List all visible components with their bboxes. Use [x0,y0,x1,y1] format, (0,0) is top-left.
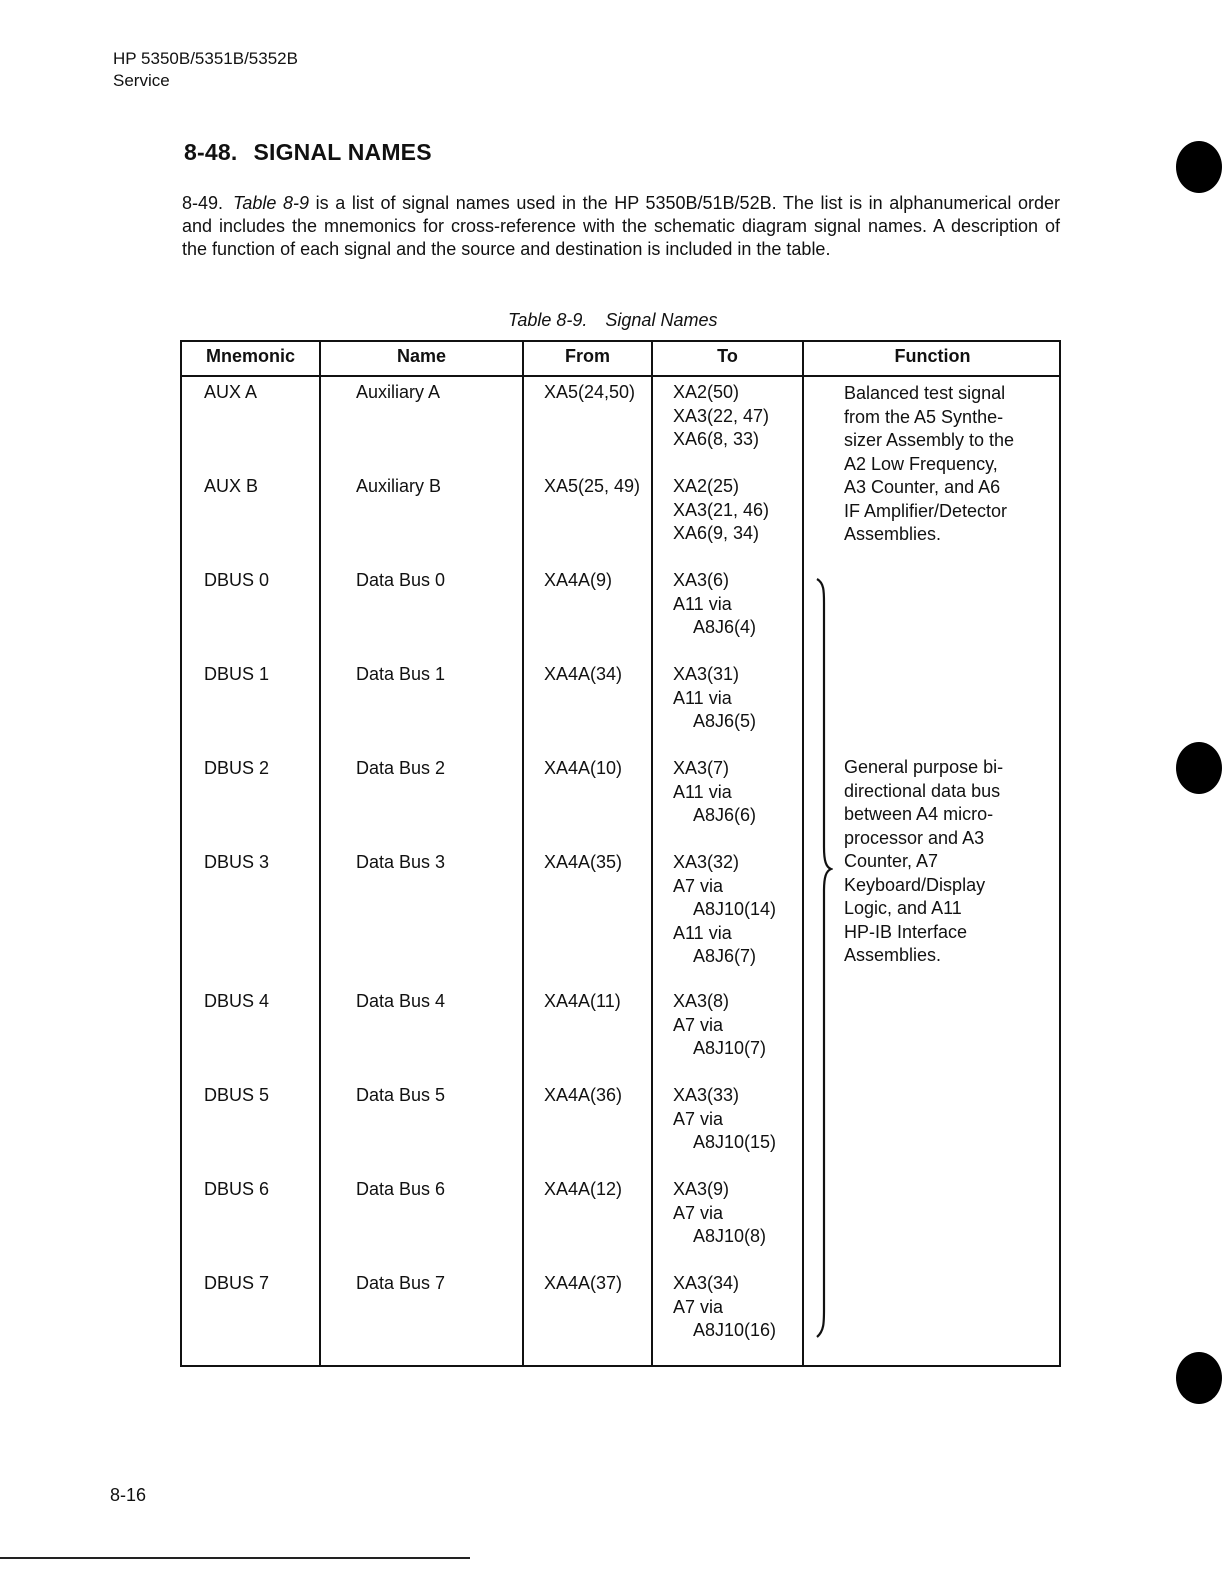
function-line: Assemblies. [844,524,942,544]
to-line: XA3(34) [673,1273,740,1293]
to-line: A11 via [673,922,732,943]
function-line: Keyboard/Display [844,874,986,895]
header-function: Function [894,346,971,366]
to-cell [673,1084,776,1155]
section-title: SIGNAL NAMES [253,139,432,165]
function-line: processor and A3 [844,827,985,848]
right-brace [815,577,833,1339]
header-from: From [565,346,610,366]
intro-paragraph [182,192,1060,261]
to-line: A7 via [673,1014,724,1035]
from-cell: XA4A(12) [544,1179,623,1199]
to-line: A8J6(5) [693,711,757,731]
name-cell: Data Bus 5 [356,1085,446,1105]
function-line: Balanced test signal [844,383,1006,403]
to-line: A7 via [673,1202,724,1223]
to-line: A8J6(6) [693,805,757,825]
name-cell: Data Bus 3 [356,852,446,872]
function-line: HP-IB Interface [844,921,968,942]
from-cell: XA4A(34) [544,664,623,684]
column-divider [522,342,524,1365]
function-cell [844,756,1003,968]
model-number: HP 5350B/5351B/5352B [113,49,298,68]
to-cell [673,475,769,546]
signal-names-table [180,340,1061,1367]
function-line: directional data bus [844,780,1001,801]
mnemonic-cell: AUX B [204,476,259,496]
footer-rule [0,1557,470,1559]
name-cell: Data Bus 1 [356,664,446,684]
function-cell [844,382,1014,547]
to-line: XA3(31) [673,664,740,684]
to-line: A8J6(7) [693,946,757,966]
to-line: XA3(33) [673,1085,740,1105]
paragraph-number: 8-49. [182,193,224,213]
to-line: XA6(9, 34) [673,523,760,543]
to-line: A8J10(15) [693,1132,777,1152]
to-cell [673,851,776,969]
from-cell: XA4A(35) [544,852,623,872]
function-line: sizer Assembly to the [844,430,1015,450]
page-number: 8-16 [110,1485,147,1505]
name-cell: Auxiliary A [356,382,441,402]
function-line: IF Amplifier/Detector [844,500,1008,521]
to-line: XA3(6) [673,570,730,590]
binder-hole-dot [1176,742,1222,794]
header-mnemonic: Mnemonic [205,346,295,366]
mnemonic-cell: DBUS 0 [204,570,270,590]
from-cell: XA5(25, 49) [544,476,641,496]
to-line: A11 via [673,687,732,708]
to-line: A8J10(16) [693,1320,777,1340]
to-cell [673,1272,776,1343]
to-line: XA3(9) [673,1179,730,1199]
to-line: A11 via [673,781,732,802]
to-line: XA3(8) [673,991,730,1011]
page-header [113,48,298,92]
to-line: A11 via [673,593,732,614]
mnemonic-cell: DBUS 4 [204,991,270,1011]
to-cell [673,757,756,828]
from-cell: XA4A(11) [544,991,621,1011]
name-cell: Data Bus 4 [356,991,446,1011]
to-line: A7 via [673,1296,724,1317]
table-caption [508,310,717,331]
caption-title: Signal Names [605,310,718,330]
to-line: XA3(21, 46) [673,499,770,520]
function-line: A2 Low Frequency, [844,453,998,474]
to-cell [673,663,756,734]
binder-hole-dot [1176,1352,1222,1404]
name-cell: Data Bus 6 [356,1179,446,1199]
from-cell: XA4A(10) [544,758,623,778]
header-name: Name [396,346,447,366]
to-line: A7 via [673,1108,724,1129]
to-line: A8J6(4) [693,617,757,637]
name-cell: Data Bus 7 [356,1273,446,1293]
to-line: XA2(25) [673,476,740,496]
mnemonic-cell: DBUS 7 [204,1273,270,1293]
to-line: A8J10(8) [693,1226,767,1246]
to-line: XA2(50) [673,382,740,402]
function-line: Logic, and A11 [844,898,962,918]
to-cell [673,381,769,452]
function-line: between A4 micro- [844,804,994,824]
header-divider [182,375,1059,377]
mnemonic-cell: DBUS 6 [204,1179,270,1199]
to-line: XA3(32) [673,852,740,872]
function-line: Counter, A7 [844,851,939,871]
to-line: XA3(22, 47) [673,405,770,426]
mnemonic-cell: DBUS 2 [204,758,270,778]
to-line: XA3(7) [673,758,730,778]
to-cell [673,990,766,1061]
mnemonic-cell: AUX A [204,382,258,402]
table-reference: Table 8-9 [233,193,310,213]
column-divider [319,342,321,1365]
to-cell [673,1178,766,1249]
from-cell: XA4A(9) [544,570,613,590]
function-line: A3 Counter, and A6 [844,477,1001,497]
name-cell: Data Bus 2 [356,758,446,778]
column-divider [651,342,653,1365]
to-line: A8J10(14) [693,899,777,919]
mnemonic-cell: DBUS 1 [204,664,270,684]
from-cell: XA4A(37) [544,1273,623,1293]
section-number: 8-48. [184,139,238,165]
to-cell [673,569,756,640]
binder-hole-dot [1176,141,1222,193]
mnemonic-cell: DBUS 3 [204,852,270,872]
mnemonic-cell: DBUS 5 [204,1085,270,1105]
to-line: XA6(8, 33) [673,429,760,449]
to-line: A7 via [673,875,724,896]
name-cell: Data Bus 0 [356,570,446,590]
function-line: Assemblies. [844,945,942,965]
header-to: To [717,346,738,366]
caption-number: Table 8-9. [508,310,588,330]
to-line: A8J10(7) [693,1038,767,1058]
section-heading [184,139,432,166]
from-cell: XA5(24,50) [544,382,636,402]
function-line: General purpose bi- [844,757,1004,777]
paragraph-text: is a list of signal names used in the HP 5350B/51B/52B. The list is in alphanumerical order and includes the mnemonics for cross-reference with the schematic diagram signal names. A description of the function of each signal and the source and destination is included in the table. [182,193,1060,259]
function-line: from the A5 Synthe- [844,406,1004,427]
column-divider [802,342,804,1365]
from-cell: XA4A(36) [544,1085,623,1105]
section-label: Service [113,71,170,90]
name-cell: Auxiliary B [356,476,442,496]
